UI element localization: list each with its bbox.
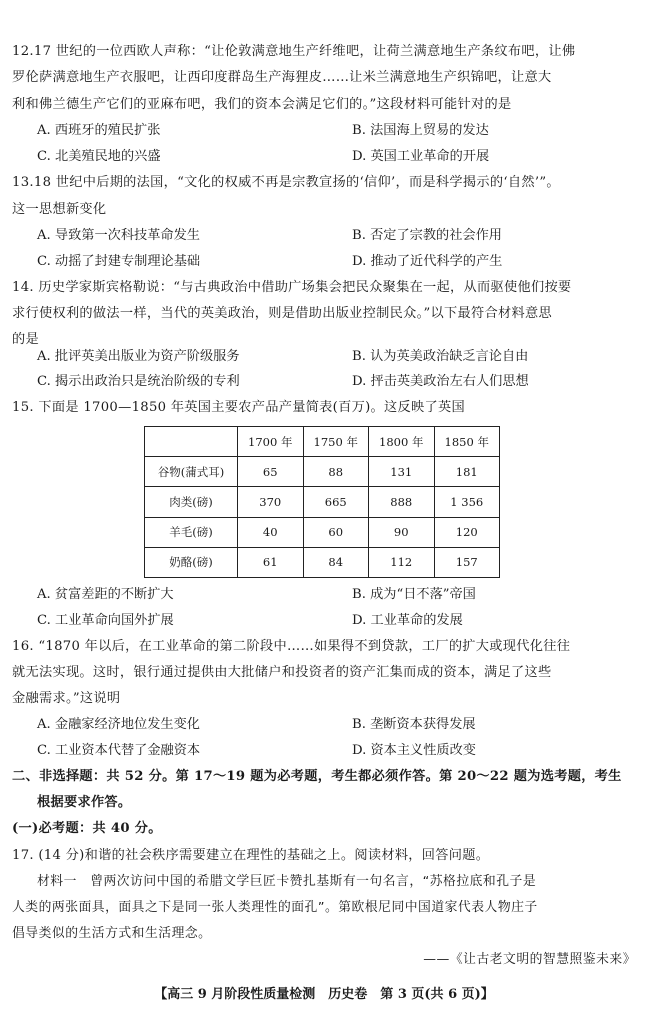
q17-stem: 17. (14 分)和谐的社会秩序需要建立在理性的基础之上。阅读材料，回答问题。 [12,848,490,863]
q13-option-b: B. 否定了宗教的社会作用 [352,228,502,243]
page-footer: 【高三 9 月阶段性质量检测 历史卷 第 3 页(共 6 页)】 [154,987,494,1002]
q16-option-a: A. 金融家经济地位发生变化 [37,717,200,732]
q17-material-line-1: 材料一 曾两次访问中国的希腊文学巨匠卡赞扎基斯有一句名言，“苏格拉底和孔子是 [37,874,537,889]
table-cell: 157 [434,547,500,577]
q13-option-d: D. 推动了近代科学的产生 [352,254,503,269]
q15-option-a: A. 贫富差距的不断扩大 [37,587,174,602]
q16-option-b: B. 垄断资本获得发展 [352,717,476,732]
production-table [144,426,500,578]
q14-stem-line-2: 求行使权利的做法一样，当代的英美政治，则是借助出版业控制民众。”以下最符合材料意思 [12,306,552,321]
part2-heading-line-1: 二、非选择题：共 52 分。第 17～19 题为必考题，考生都必须作答。第 20～22 题为选考题，考生 [12,769,622,784]
q17-material-source: ——《让古老文明的智慧照鉴未来》 [423,952,636,967]
q14-stem-line-3: 的是 [12,332,39,347]
q12-option-c: C. 北美殖民地的兴盛 [37,149,161,164]
q15-stem-line-1: 15. 下面是 1700—1850 年英国主要农产品产量简表(百万)。这反映了英国 [12,400,465,415]
q13-option-c: C. 动摇了封建专制理论基础 [37,254,201,269]
q12-option-b: B. 法国海上贸易的发达 [352,123,489,138]
table-header-1850: 1850 年 [434,427,500,457]
row-label: 肉类(磅) [145,487,238,517]
q12-stem-line-1: 12.17 世纪的一位西欧人声称：“让伦敦满意地生产纤维吧，让荷兰满意地生产条纹布吧，让佛 [12,44,576,59]
table-row [145,487,500,517]
part2-heading-line-2: 根据要求作答。 [37,795,132,810]
q15-option-d: D. 工业革命的发展 [352,613,463,628]
q12-stem-line-2: 罗伦萨满意地生产衣服吧，让西印度群岛生产海狸皮……让米兰满意地生产织锦吧，让意大 [12,70,552,85]
table-header-1750: 1750 年 [303,427,369,457]
q13-stem-line-1: 13.18 世纪中后期的法国，“文化的权威不再是宗教宣扬的‘信仰’，而是科学揭示的‘自然’”。 [12,175,560,190]
table-cell: 60 [303,517,369,547]
q14-stem-line-1: 14. 历史学家斯宾格勒说：“与古典政治中借助广场集会把民众聚集在一起，从而驱使他们按要 [12,280,572,295]
table-row [145,547,500,577]
q13-option-a: A. 导致第一次科技革命发生 [37,228,200,243]
table-cell: 181 [434,457,500,487]
q16-stem-line-1: 16. “1870 年以后，在工业革命的第二阶段中……如果得不到贷款，工厂的扩大或现代化往往 [12,639,571,654]
table-cell: 61 [238,547,304,577]
table-cell: 120 [434,517,500,547]
q16-stem-line-3: 金融需求。”这说明 [12,691,121,706]
q17-material-line-2: 人类的两张面具，面具之下是同一张人类理性的面孔”。第欧根尼同中国道家代表人物庄子 [12,900,538,915]
q17-material-line-3: 倡导类似的生活方式和生活理念。 [12,926,212,941]
table-row [145,457,500,487]
table-header-row [145,427,500,457]
q14-option-a: A. 批评英美出版业为资产阶级服务 [37,349,240,364]
table-header-1700: 1700 年 [238,427,304,457]
table-cell: 90 [369,517,435,547]
table-header-corner [145,427,238,457]
table-cell: 888 [369,487,435,517]
table-cell: 665 [303,487,369,517]
q15-option-c: C. 工业革命向国外扩展 [37,613,174,628]
table-cell: 88 [303,457,369,487]
q14-option-d: D. 抨击英美政治左右人们思想 [352,374,529,389]
table-cell: 370 [238,487,304,517]
row-label: 奶酪(磅) [145,547,238,577]
q14-option-c: C. 揭示出政治只是统治阶级的专利 [37,374,240,389]
table-cell: 84 [303,547,369,577]
row-label: 谷物(蒲式耳) [145,457,238,487]
table-cell: 112 [369,547,435,577]
table-cell: 40 [238,517,304,547]
table-cell: 1 356 [434,487,500,517]
q16-stem-line-2: 就无法实现。这时，银行通过提供由大批储户和投资者的资产汇集而成的资本，满足了这些 [12,665,552,680]
q16-option-c: C. 工业资本代替了金融资本 [37,743,201,758]
table-header-1800: 1800 年 [369,427,435,457]
q12-stem-line-3: 利和佛兰德生产它们的亚麻布吧，我们的资本会满足它们的。”这段材料可能针对的是 [12,97,512,112]
q15-option-b: B. 成为“日不落”帝国 [352,587,476,602]
q16-option-d: D. 资本主义性质改变 [352,743,476,758]
table-cell: 131 [369,457,435,487]
table-row [145,517,500,547]
required-section-heading: (一)必考题：共 40 分。 [12,821,162,836]
q12-option-a: A. 西班牙的殖民扩张 [37,123,161,138]
row-label: 羊毛(磅) [145,517,238,547]
table-cell: 65 [238,457,304,487]
q12-option-d: D. 英国工业革命的开展 [352,149,490,164]
q13-stem-line-2: 这一思想新变化 [12,202,107,217]
q14-option-b: B. 认为英美政治缺乏言论自由 [352,349,529,364]
